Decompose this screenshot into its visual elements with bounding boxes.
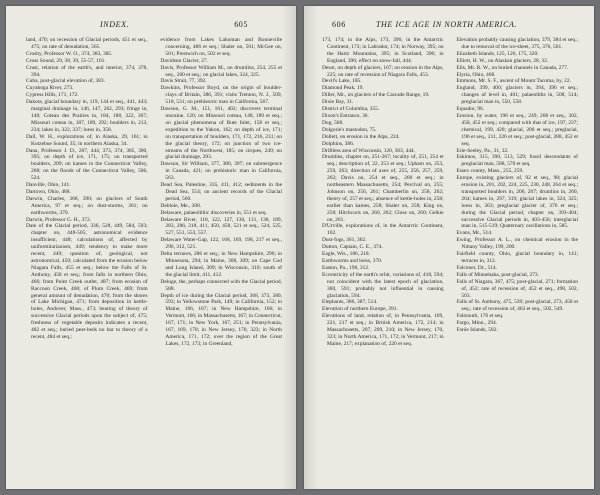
index-entry: Elizabeth Islands, 125, 126, 175, 320. — [456, 50, 539, 57]
index-entry: Desor, on depth of glaciers, 167; on erosion in the Alps, 225; on rate of recession of Niagara Falls, 453. — [322, 64, 444, 78]
index-entry: Cuba, post-glacial elevation of, 383. — [26, 78, 105, 85]
page-number: 605 — [234, 20, 248, 29]
index-entry: Dawson, G. M., 151, 161, 402; discovers terminal moraine, 120; on Missouri coteau, 148, 189 et seq.; on glacial phenomena of Bute Inlet, 158 et seq.; expedition to the Yukon, 162; on depth of ice, 171; on transportation of boulders, 171, 172, 216, 231; on the glacial theory, 172; on junction of two ice-streams of the Northwest, 185; on cirques, 249; on glacial drainage, 293. — [160, 106, 282, 161]
index-entry: Elephants, 386, 387, 514. — [322, 299, 378, 306]
index-entry: Dakota, glacial boundary in, 119, 144 et seq., 441, 443; marginal drainage in, 146, 147, 262, 293; fringe in, 146; Coteau des Prairies in, 184, 188, 322, 367; Missouri coteau in, 187, 189, 292; boulders in, 213, 234; lakes in, 322, 337; loess in, 358. — [26, 99, 148, 133]
index-entry: Darwin, Professor G. H., 372. — [26, 216, 92, 223]
index-entry: Dust-fogs, 361, 362. — [322, 237, 367, 244]
index-entry: Elevations of land, relation of, in Pennsylvania, 169, 221, 217 et seq.; in British America, 172, 214; in Massachusetts, 207, 209, 210; in New Jersey, 170, 323; in North America, 171, 172; in Vermont, 217; in Maine, 217; explanation of, 220 et seq. — [322, 313, 444, 347]
index-entry: Dutton, Captain, C. E., 374. — [322, 244, 383, 251]
index-entry: Dall, W. H., explorations of, in Alaska, 29, 161; in Kotzebue Sound, 35; in northern Alaska, 34. — [26, 133, 148, 147]
index-column — [160, 37, 282, 481]
index-entry: Drumlins, chapter on, 251-267; locality of, 251, 254 et seq.; description of, 22, 253 et seq.; Upham on, 253, 259, 263; direction of axes of, 255, 256, 257, 259, 262; Davis on, 254 et seq., 260 et seq.; in northeastern Massachusetts, 254; Percival on, 255; Johnson on, 256, 261; Chamberlin on, 258, 262; theory of, 257 et seq.; absence of kettle-holes in, 258; earlier than kames, 258; Shaler on, 258; King on, 258; Hitchcock on, 260, 262; Close on, 260; Gelkie on, 261. — [322, 154, 444, 223]
index-entry: Davis, Professor William M., on drumlins, 254, 255 et seq., 260 et seq.; on glacial lakes, 324, 325. — [160, 64, 282, 78]
index-entry: Driftless area of Wisconsin, 120, 363, 444. — [322, 147, 416, 154]
index-entry: evidence from Lakes Lahontan and Bonneville concerning, 486 et seq.; Shaler on, 501; McGee on, 501; Prestwich on, 502 et seq. — [160, 37, 282, 57]
index-entry: Delaware Water-Gap, 122, 168, 169, 198, 217 et seq., 296, 312, 521. — [160, 237, 282, 251]
index-entry: Davidson Glacier, 27. — [160, 57, 208, 64]
index-entry: England, 399, 400; glaciers in, 394, 396 et seq.; changes of level in, 401; palaeoliths in, 508, 514; preglacial man in, 550, 558. — [456, 85, 578, 106]
index-entry: Diller, Mr., on glaciers of the Cascade Range, 19. — [322, 92, 430, 99]
index-entry: Date of the Glacial period, 336, 528, 449, 584, 593; chapter on, 448-505; astronomical evidence insufficient, 448; calculations of, affected by uniformitarianism, 449; tendency to make more recent, 449; question of, geological, not astronomical, 450; calculated from the erosion below Niagara Falls, 455 et seq.; below the Falls of St. Anthony, 458 et seq.; from falls in northern Ohio, 466; from Point Creek outlet, 487; from erosion of Raccoon Creek, 468; of Plum Creek, 469; from general amount of denudation, 470; from the shores of Lake Michigan, 471; from deposition in kettle-holes, Andover, Mass., 473; bearing of theory of successive Glacial periods upon the subject of, 475; freshness of vegetable deposits indicates a recent, 482 et seq.; buried peat-beds no bar to theory of a recent, 484 et seq.; — [26, 223, 148, 340]
index-entry: Equador, 96. — [456, 106, 485, 113]
index-entry: Cross Sound, 29, 38, 39, 55-57, 161. — [26, 57, 106, 64]
index-entry: Eagle, Wis., 186, 218. — [322, 251, 371, 258]
index-entry: Danville, Ohio, 141. — [26, 182, 71, 189]
index-entry: Emmons, Mr. S. F., ascent of Mount Tacoma, by, 22. — [456, 78, 571, 85]
index-entry: Dixon's Entrance, 36. — [322, 112, 369, 119]
index-entry: Elevation probably causing glaciation, 379, 384 et seq.; due to removal of the ice-sheet, 375, 376, 501. — [456, 37, 578, 50]
index-entry: Delaware, palaeolithic discoveries in, 551 et seq. — [160, 209, 267, 216]
index-entry: Delta terraces, 286 et seq.; in New Hampshire, 290; in Minnesota, 294; in Maine, 308, 309; on Cape Cod and Long Island, 309; in Wisconsin, 310; south of the glacial limit, 411, 412. — [160, 251, 282, 278]
index-entry: Davis Strait, 77, 392. — [160, 78, 207, 85]
page-number: 606 — [332, 20, 346, 29]
index-entry: Falls of St. Anthony, 475, 539; post-glacial, 273, 458 et seq.; rate of recession of, 463 et seq., 502, 549. — [456, 299, 578, 313]
index-entry: Depth of ice during the Glacial period, 368, 373, 380, 593; in Yellowstone Park, 149; in California, 152; in Maine, 166, 167; in New Hampshire, 166; in Vermont, 166; in Massachusetts, 167; in Connecticut, 167, 171; in New York, 167, 251; in Pennsylvania, 167, 169, 170; in New Jersey, 170, 323; in North America, 171, 172; over the region of the Great Lakes, 172, 173; in Greenland, — [160, 292, 282, 347]
index-column — [26, 37, 148, 481]
index-entry: Europe, existing glaciers of, 92 et seq., 98; glacial erosion in, 201, 202, 224, 225, 230, 248, 264 et seq.; transported boulders in, 206, 207; drumlins in, 260, 264; kames in, 297, 319; glacial lakes in, 324, 325; loess in, 363; preglacial glacier of, 376 et seq.; during the Glacial period, chapter on, 393-404; successive Glacial periods in, 403-456; interglacial man in, 515-519; Quaternary oscillations in, 585. — [456, 175, 578, 230]
index-entry: Faröe Islands, 582. — [456, 327, 498, 334]
index-column — [322, 37, 444, 481]
running-title: THE ICE AGE IN NORTH AMERICA. — [376, 20, 518, 29]
index-entry: Fairfield county, Ohio, glacial boundary in, 141; terraces in, 312. — [456, 251, 578, 264]
index-entry: Cypress Hills, 171, 172. — [26, 92, 79, 99]
index-entry: Elevation of northern Europe, 391. — [322, 306, 398, 313]
index-entry: Dawkins, Professor Boyd, on the origin of boulder-clays of Britain, 386, 391; visits Trenton, N. J., 509, 518, 531; on prehistoric man in California, 567. — [160, 85, 282, 106]
index-entry: Devil's Lake, 185. — [322, 78, 362, 85]
index-entry: D'Urville, explorations of, in the Antarctic Continent, 102. — [322, 223, 444, 237]
index-entry: Dolphins, 386. — [322, 140, 355, 147]
index-entry: Ewing, Professor A. L., on chemical erosion in the Nittany Valley, 199, 200. — [456, 237, 578, 251]
index-entry: Erosion, by water, 196 et seq., 249, 268 et seq., 302, 458, 452 et seq.; compared with that of ice, 197, 237; chemical, 199, 420; glacial, 200 et seq.; preglacial, 196 et seq., 211, 226 et seq.; post-glacial, 288, 452 et seq. — [456, 112, 578, 147]
index-entry: land, 470; on recession of Glacial periods, 451 et seq., 475; on rate of denudation, 565. — [26, 37, 148, 50]
index-columns — [322, 37, 578, 481]
index-entry: Diamond Peak, 19. — [322, 85, 364, 92]
index-entry: Elliott, H. W., on Alaskan glaciers, 28, 32. — [456, 57, 549, 64]
index-entry: Earthworms and loess, 370. — [322, 258, 383, 264]
index-entry: Falmouth, 176 et seq. — [456, 313, 504, 320]
index-entry: Dana, Professor J. D., 287, 444, 373, 374, 385, 390, 395; on depth of ice, 171, 175; on transported boulders, 209; on kames in the Connecticut Valley, 268; on the floods of the Connecticut Valley, 506, 524. — [26, 147, 148, 182]
index-entry: Dead Sea, Palestine, 335, 411, 412; sediments in the Dead Sea, 554; on ancient records of the Glacial period, 560. — [160, 182, 282, 202]
left-page-header — [30, 20, 276, 32]
index-entry: Dixie Bay, 31. — [322, 99, 354, 106]
index-entry: Falconer, Dr., 514. — [456, 264, 497, 271]
gutter-shadow — [282, 6, 296, 489]
index-entry: Debloie, Me., 308. — [160, 202, 202, 209]
index-entry: Essex county, Mass., 255, 259. — [456, 168, 524, 175]
index-entry: Cuyahoga River, 273. — [26, 85, 74, 92]
index-entry: Falls of Niagara, 367, 475; post-glacial, 271; formation of, 452; rate of recession of, 452 et seq., 498, 502, 503. — [456, 278, 578, 299]
index-entry: Erie-Seeley, Pa., 31, 32. — [456, 147, 509, 154]
index-entry: District of Columbia, 355. — [322, 106, 380, 113]
index-entry: Dollett, on erosion in the Alps, 224. — [322, 133, 400, 140]
index-entry: Fargo, Minn., 294. — [456, 320, 498, 327]
index-entry: Dolgorie's mastodon, 75. — [322, 126, 377, 133]
index-entry: Eccentricity of the earth's orbit, variations of, 418, 594; not coincident with the latest epoch of glaciation, 380, 591; probably not influential in causing glaciation, 594. — [322, 271, 444, 299]
index-entry: Delaware River, 118, 122, 127, 130, 131, 138, 189, 283, 286, 318, 411, 450, 458, 521 et seq., 524, 525, 527, 551, 553, 557. — [160, 216, 282, 237]
index-entry: Crosby, Professor W. O., 374, 383, 385. — [26, 50, 113, 57]
index-entry: Easton, Pa., 198, 312. — [322, 264, 370, 271]
index-entry: Darwin, Charles, 368, 390; on glaciers of South America, 97 et seq.; on dust-storms, 361; on earthworms, 370. — [26, 195, 148, 216]
right-page-header — [328, 20, 574, 32]
index-entry: Dartown, Ohio, 488. — [26, 188, 71, 195]
running-title: INDEX. — [100, 20, 130, 29]
index-entry: Dawson, Sir William, 377, 380, 397; on submergence in Canada, 421; on prehistoric man in California, 563. — [160, 161, 282, 182]
index-columns — [26, 37, 282, 481]
gutter-shadow — [304, 6, 318, 489]
left-page — [6, 6, 296, 489]
index-entry: Eskimos, 315, 390, 513, 529; fossil descendants of preglacial man, 588, 570 et seq. — [456, 154, 578, 168]
index-entry: Falls of Minnehaha, post-glacial, 273. — [456, 271, 540, 278]
index-column — [456, 37, 578, 481]
index-entry: Dog, 568. — [322, 119, 344, 126]
index-entry: Crust, relation of the earth's, and interior, 374, 378, 394. — [26, 64, 148, 78]
index-entry: Elyria, Ohio, 468. — [456, 71, 496, 78]
index-entry: Evans, Mr., 514. — [456, 230, 493, 237]
right-page — [304, 6, 594, 489]
index-entry: Deluge, the, perhaps connected with the Glacial period, 588. — [160, 278, 282, 292]
index-entry: Ells, Mr. R. W., on buried channels in Canada, 277. — [456, 64, 569, 71]
index-entry: 173, 174; in the Alps, 173, 396; in the Antarctic Continent, 173; in Labrador, 174; in Norway, 395; on the Hartz Mountains, 395; in Scotland, 396; in England, 396; effect on snow-fall, 444. — [322, 37, 444, 64]
